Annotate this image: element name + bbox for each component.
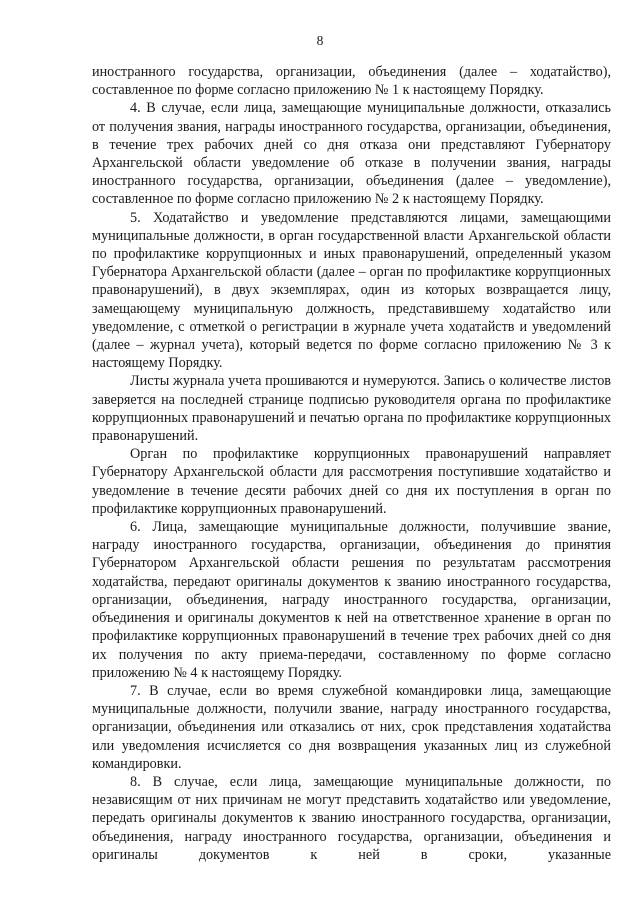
paragraph-organ-forwarding: Орган по профилактике коррупционных правонарушений направляет Губернатору Архангельской области для рассмотрения поступившие ходатайство и уведомление в течение десяти рабочих дней со дня их поступления в орган по профилактике коррупционных правонарушений. xyxy=(92,446,611,517)
paragraph-item-8: 8. В случае, если лица, замещающие муниципальные должности, по независящим от них причинам не могут представить ходатайство или уведомление, передать оригиналы документов к званию иностранного государства, организации, объединения, награду иностранного государства, организации, объединения и оригиналы документов к ней в сроки, указанные xyxy=(92,773,611,863)
paragraph-item-7: 7. В случае, если во время служебной командировки лица, замещающие муниципальные должности, получили звание, награду иностранного государства, организации, объединения или отказались от них, срок представления ходатайства или уведомления исчисляется со дня возвращения указанных лиц из служебной командировки. xyxy=(92,682,611,772)
paragraph-item-5: 5. Ходатайство и уведомление представляются лицами, замещающими муниципальные должности, в орган государственной власти Архангельской области по профилактике коррупционных и иных правонарушений, определенный указом Губернатора Архангельской области (далее – орган по профилактике коррупционных правонарушений), в двух экземплярах, один из которых возвращается лицу, замещающему муниципальную должность, представившему ходатайство или уведомление, с отметкой о регистрации в журнале учета ходатайств и уведомлений (далее – журнал учета), который ведется по форме согласно приложению № 3 к настоящему Порядку. xyxy=(92,209,611,372)
paragraph-journal-sheets: Листы журнала учета прошиваются и нумеруются. Запись о количестве листов заверяется на последней странице подписью руководителя органа по профилактике коррупционных правонарушений и печатью органа по профилактике коррупционных правонарушений. xyxy=(92,373,611,445)
page-number: 8 xyxy=(316,33,324,48)
document-body xyxy=(92,63,611,864)
paragraph-continuation: иностранного государства, организации, объединения (далее – ходатайство), составленное по форме согласно приложению № 1 к настоящему Порядку. xyxy=(92,64,611,99)
paragraph-item-6: 6. Лица, замещающие муниципальные должности, получившие звание, награду иностранного государства, организации, объединения до принятия Губернатором Архангельской области решения по результатам рассмотрения ходатайства, передают оригиналы документов к званию иностранного государства, организации, объединения, награду иностранного государства, организации, объединения и оригиналы документов к ней на ответственное хранение в орган по профилактике коррупционных правонарушений в течение трех рабочих дней со дня их получения по акту приема-передачи, составленному по форме согласно приложению № 4 к настоящему Порядку. xyxy=(92,519,611,681)
paragraph-item-4: 4. В случае, если лица, замещающие муниципальные должности, отказались от получения звания, награды иностранного государства, организации, объединения, в течение трех рабочих дней со дня отказа они представляют Губернатору Архангельской области уведомление об отказе в получении звания, награды иностранного государства, организации, объединения (далее – уведомление), составленное по форме согласно приложению № 2 к настоящему Порядку. xyxy=(92,100,611,208)
